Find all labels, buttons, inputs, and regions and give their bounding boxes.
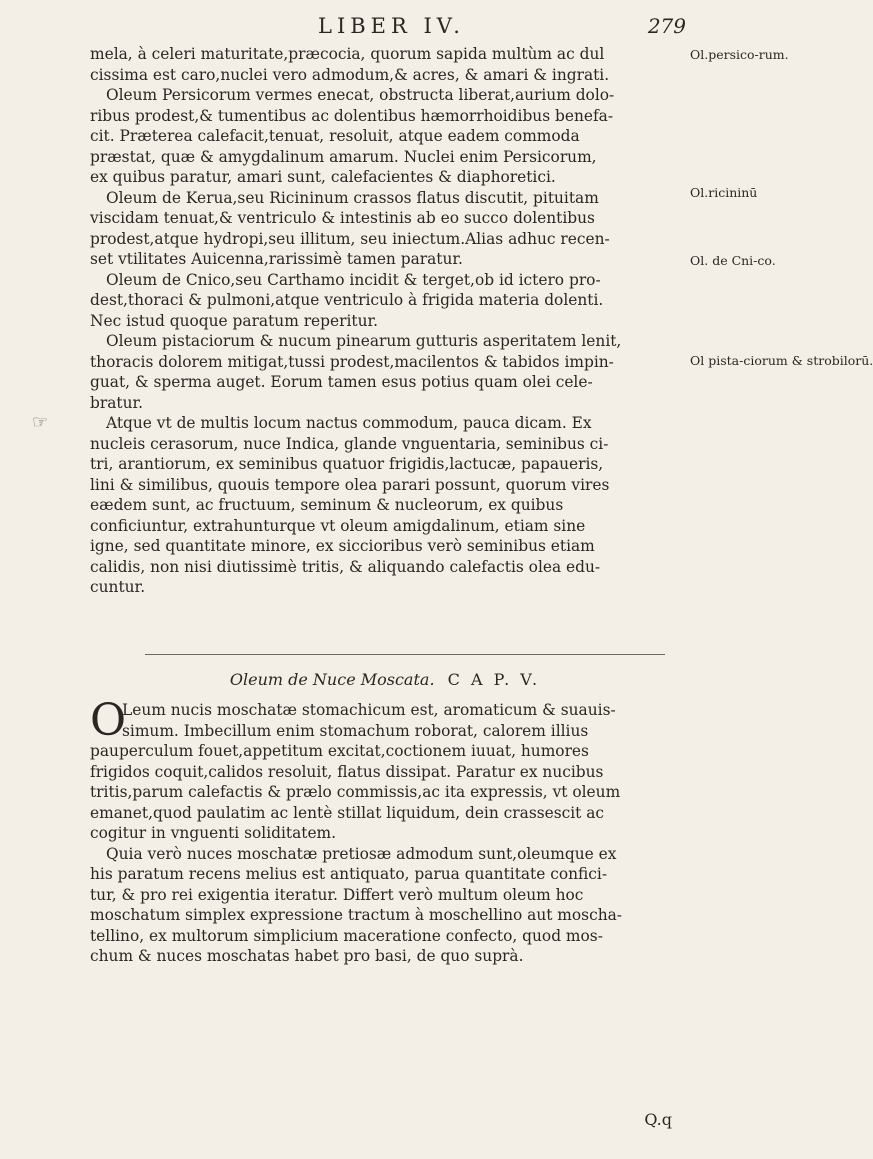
text-line: Atque vt de multis locum nactus commodum, pauca dicam. Ex <box>106 414 592 432</box>
catchword: Q.q <box>644 1110 672 1129</box>
margin-note-pistaciorum: Ol pista-ciorum & strobilorū. <box>690 353 873 368</box>
section-divider <box>145 654 665 655</box>
text-line: nucleis cerasorum, nuce Indica, glande vnguentaria, seminibus ci- <box>90 434 609 453</box>
text-line: moschatum simplex expressione tractum à moschellino aut moscha- <box>90 906 622 924</box>
text-line: thoracis dolorem mitigat,tussi prodest,macilentos & tabidos impin- <box>90 352 614 371</box>
main-text-block <box>90 44 680 598</box>
text-line: Oleum de Kerua,seu Ricininum crassos flatus discutit, pituitam <box>106 188 599 207</box>
chapter-text-block <box>90 695 680 967</box>
text-line: eædem sunt, ac fructuum, seminum & nucleorum, ex quibus <box>90 496 564 514</box>
text-line: cogitur in vnguenti soliditatem. <box>90 824 337 842</box>
margin-note-ricininum: Ol.ricininū <box>690 185 758 200</box>
text-line: prodest,atque hydropi,seu illitum, seu iniectum.Alias adhuc recen- <box>90 229 610 248</box>
text-line: tritis,parum calefactis & prælo commissis,ac ita expressis, vt oleum <box>90 783 621 801</box>
chapter-title: Oleum de Nuce Moscata. <box>229 670 435 689</box>
text-line: ex quibus paratur, amari sunt, calefacientes & diaphoretici. <box>90 168 556 186</box>
text-line: guat, & sperma auget. Eorum tamen esus potius quam olei cele- <box>90 373 593 391</box>
chapter-number: C A P. V. <box>447 670 541 689</box>
text-line: tellino, ex multorum simplicium maceratione confecto, quod mos- <box>90 926 603 945</box>
text-line: mela, à celeri maturitate,præcocia, quorum sapida multùm ac dul <box>90 45 605 63</box>
text-line: conficiuntur, extrahunturque vt oleum amigdalinum, etiam sine <box>90 516 586 535</box>
text-line: præstat, quæ & amygdalinum amarum. Nuclei enim Persicorum, <box>90 147 597 166</box>
manicule-icon: ☞ <box>32 412 49 433</box>
text-line: emanet,quod paulatim ac lentè stillat liquidum, dein crassescit ac <box>90 803 605 822</box>
margin-note-cnico: Ol. de Cni-co. <box>690 253 776 268</box>
text-line: his paratum recens melius est antiquato, parua quantitate confici- <box>90 865 608 883</box>
text-line: lini & similibus, quouis tempore olea parari possunt, quorum vires <box>90 475 610 494</box>
running-title: LIBER IV. <box>318 14 465 38</box>
page-number: 279 <box>647 14 686 38</box>
text-line: simum. Imbecillum enim stomachum roborat, calorem illius <box>122 721 589 740</box>
text-line: tri, arantiorum, ex seminibus quatuor frigidis,lactucæ, papaueris, <box>90 455 604 473</box>
text-line: Oleum pistaciorum & nucum pinearum gutturis asperitatem lenit, <box>106 332 622 350</box>
text-line: cit. Præterea calefacit,tenuat, resoluit, atque eadem commoda <box>90 127 580 145</box>
text-line: Leum nucis moschatæ stomachicum est, aromaticum & suauis- <box>122 701 616 719</box>
text-line: cuntur. <box>90 578 146 596</box>
text-line: Nec istud quoque paratum reperitur. <box>90 311 379 330</box>
chapter-heading <box>90 670 680 692</box>
text-line: chum & nuces moschatas habet pro basi, de quo suprà. <box>90 947 524 965</box>
text-line: frigidos coquit,calidos resoluit, flatus dissipat. Paratur ex nucibus <box>90 762 604 781</box>
text-line: Oleum Persicorum vermes enecat, obstructa liberat,aurium dolo- <box>106 86 615 104</box>
text-line: calidis, non nisi diutissimè tritis, & aliquando calefactis olea edu- <box>90 557 601 576</box>
margin-note-persicorum: Ol.persico-rum. <box>690 47 789 62</box>
initial-letter: O <box>90 695 127 746</box>
text-line: Quia verò nuces moschatæ pretiosæ admodum sunt,oleumque ex <box>106 844 617 863</box>
text-line: ribus prodest,& tumentibus ac dolentibus hæmorrhoidibus benefa- <box>90 106 614 125</box>
text-line: Oleum de Cnico,seu Carthamo incidit & terget,ob id ictero pro- <box>106 270 601 289</box>
text-line: set vtilitates Auicenna,rarissimè tamen paratur. <box>90 250 463 268</box>
text-line: viscidam tenuat,& ventriculo & intestinis ab eo succo dolentibus <box>90 209 595 227</box>
page-header <box>90 14 690 42</box>
text-line: pauperculum fouet,appetitum excitat,coctionem iuuat, humores <box>90 742 589 760</box>
text-line: cissima est caro,nuclei vero admodum,& acres, & amari & ingrati. <box>90 65 610 84</box>
text-line: dest,thoraci & pulmoni,atque ventriculo à frigida materia dolenti. <box>90 291 604 309</box>
text-line: tur, & pro rei exigentia iteratur. Differt verò multum oleum hoc <box>90 885 584 904</box>
text-line: bratur. <box>90 393 144 412</box>
text-line: igne, sed quantitate minore, ex siccioribus verò seminibus etiam <box>90 537 595 555</box>
